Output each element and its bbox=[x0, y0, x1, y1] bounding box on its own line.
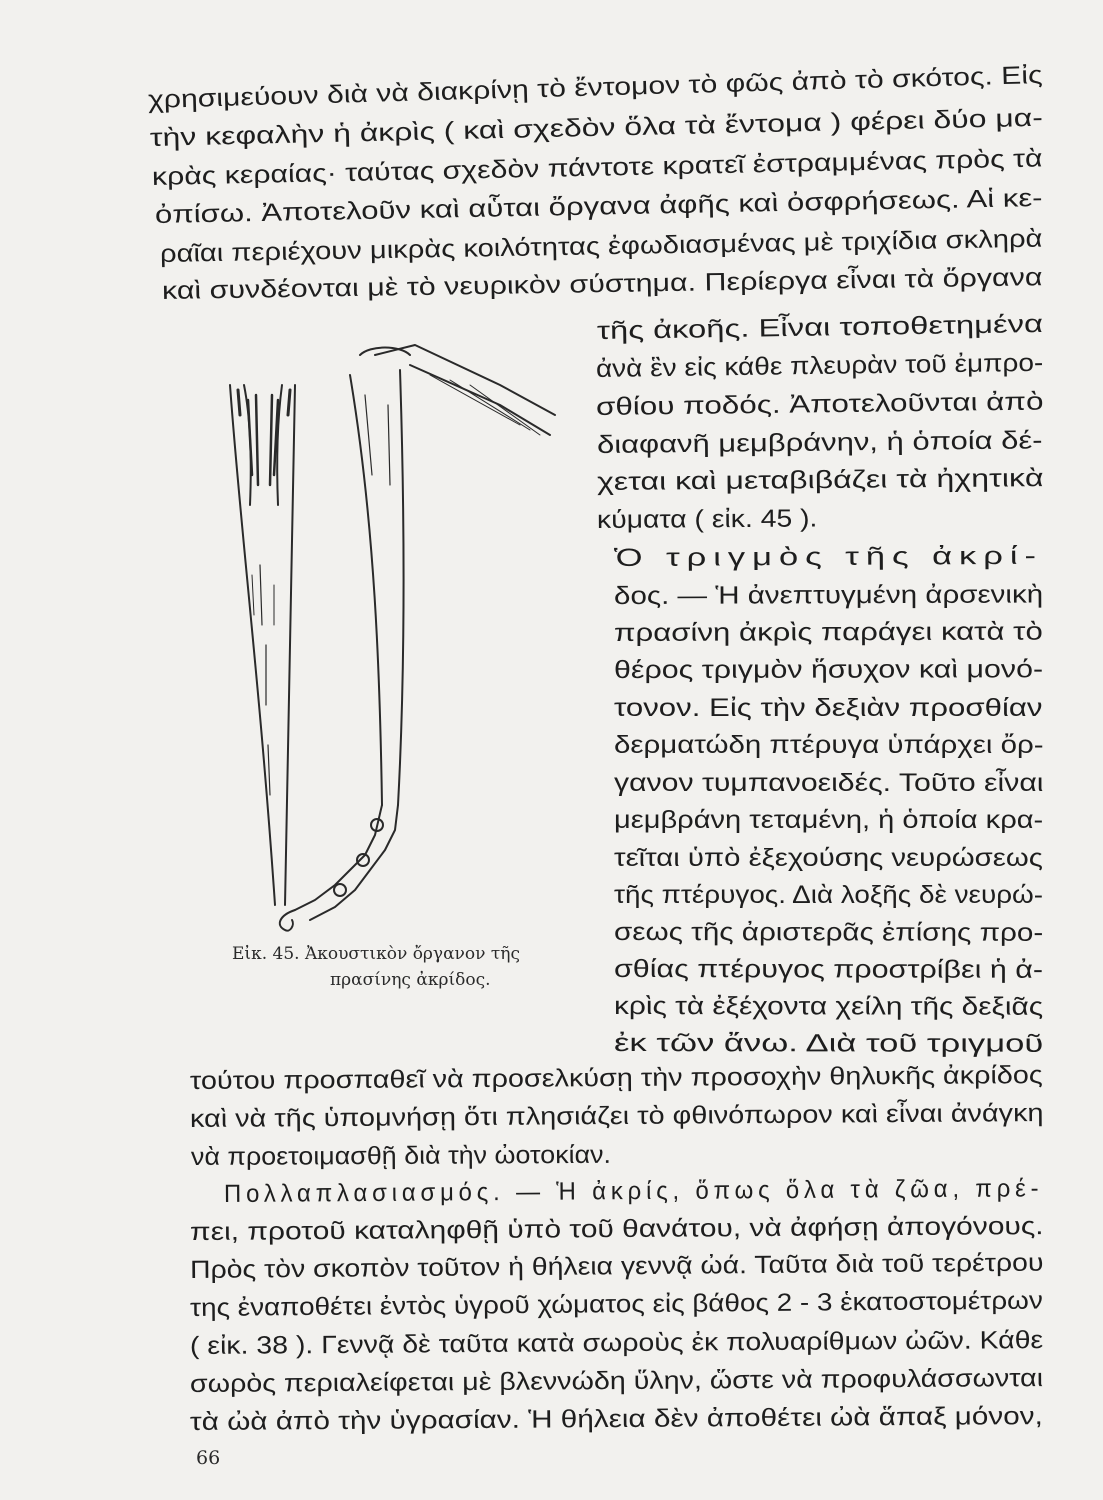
figure-45-illustration bbox=[200, 325, 560, 945]
text-line: τὰ ὠὰ ἀπὸ τὴν ὑγρασίαν. Ἡ θήλεια δὲν ἀποθέτει ὠὰ ἅπαξ μόνον, bbox=[189, 1402, 1043, 1436]
text-line: ραῖαι περιέχουν μικρὰς κοιλότητας ἐφωδιασμένας μὲ τριχίδια σκληρὰ bbox=[159, 224, 1043, 268]
text-line: δερματώδη πτέρυγα ὑπάρχει ὄρ- bbox=[614, 731, 1044, 759]
text-line: της ἐναποθέτει ἐντὸς ὑγροῦ χώματος εἰς βάθος 2 - 3 ἑκατοστομέτρων bbox=[189, 1286, 1043, 1322]
text-line: τὴν κεφαλὴν ἡ ἀκρὶς ( καὶ σχεδὸν ὅλα τὰ ἔντομα ) φέρει δύο μα- bbox=[149, 103, 1044, 152]
text-line: ἀνὰ ἓν εἰς κάθε πλευρὰν τοῦ ἐμπρο- bbox=[595, 348, 1044, 383]
text-line: ( εἰκ. 38 ). Γεννᾷ δὲ ταῦτα κατὰ σωροὺς ἐκ πολυαρίθμων ὠῶν. Κάθε bbox=[189, 1326, 1044, 1360]
text-line: σθίου ποδός. Ἀποτελοῦνται ἀπὸ bbox=[595, 387, 1044, 421]
text-line: κύματα ( εἰκ. 45 ). bbox=[596, 504, 818, 534]
text-line: κρὶς τὰ ἐξέχοντα χείλη τῆς δεξιᾶς bbox=[613, 992, 1044, 1021]
text-line: κρὰς κεραίας· ταύτας σχεδὸν πάντοτε κρατεῖ ἐστραμμένας πρὸς τὰ bbox=[151, 144, 1043, 191]
text-line: γανον τυμπανοειδές. Τοῦτο εἶναι bbox=[614, 769, 1044, 797]
text-line: σεως τῆς ἀριστερᾶς ἐπίσης προ- bbox=[613, 918, 1044, 947]
text-line: Πολλαπλασιασμός. — Ἡ ἀκρίς, ὅπως ὅλα τὰ ζῶα, πρέ- bbox=[223, 1174, 1044, 1208]
text-line: ἐκ τῶν ἄνω. Διὰ τοῦ τριγμοῦ bbox=[613, 1029, 1044, 1058]
figure-caption-line1: Εἰκ. 45. Ἀκουστικὸν ὄργανον τῆς bbox=[232, 944, 520, 964]
text-line: Πρὸς τὸν σκοπὸν τοῦτον ἡ θήλεια γεννᾷ ὠά. Ταῦτα διὰ τοῦ τερέτρου bbox=[189, 1248, 1044, 1284]
text-line: χεται καὶ μεταβιβάζει τὰ ἠχητικὰ bbox=[596, 464, 1044, 496]
text-line: νὰ προετοιμασθῇ διὰ τὴν ὠοτοκίαν. bbox=[190, 1140, 612, 1171]
text-line: τῆς ἀκοῆς. Εἶναι τοποθετημένα bbox=[596, 309, 1044, 345]
leg-full-drawing bbox=[280, 345, 555, 931]
text-line: δος. — Ἡ ἀνεπτυγμένη ἀρσενικὴ bbox=[613, 580, 1044, 610]
leg-closeup-drawing bbox=[230, 385, 295, 905]
text-line: καὶ νὰ τῆς ὑπομνήσῃ ὅτι πλησιάζει τὸ φθινόπωρον καὶ εἶναι ἀνάγκη bbox=[189, 1099, 1044, 1133]
text-line: σθίας πτέρυγος προστρίβει ἡ ἀ- bbox=[613, 955, 1044, 984]
text-line: πει, προτοῦ καταληφθῇ ὑπὸ τοῦ θανάτου, νὰ ἀφήσῃ ἀπογόνους. bbox=[189, 1212, 1044, 1246]
text-line: τεῖται ὑπὸ ἐξεχούσης νευρώσεως bbox=[614, 844, 1043, 872]
text-line: χρησιμεύουν διὰ νὰ διακρίνῃ τὸ ἔντομον τὸ φῶς ἀπὸ τὸ σκότος. Εἰς bbox=[147, 61, 1043, 114]
text-line: θέρος τριγμὸν ἥσυχον καὶ μονό- bbox=[613, 655, 1044, 684]
text-line: τῆς πτέρυγος. Διὰ λοξῆς δὲ νευρώ- bbox=[614, 881, 1044, 909]
text-line: σωρὸς περιαλείφεται μὲ βλεννώδη ὕλην, ὥστε νὰ προφυλάσσωνται bbox=[189, 1364, 1044, 1398]
text-line: καὶ συνδέονται μὲ τὸ νευρικὸν σύστημα. Περίεργα εἶναι τὰ ὄργανα bbox=[161, 263, 1043, 305]
text-line: μεμβράνη τεταμένη, ἡ ὁποία κρα- bbox=[614, 806, 1044, 834]
text-line: τούτου προσπαθεῖ νὰ προσελκύσῃ τὴν προσοχὴν θηλυκῆς ἀκρίδος bbox=[189, 1061, 1043, 1095]
text-line: ὀπίσω. Ἀποτελοῦν καὶ αὗται ὄργανα ἀφῆς καὶ ὀσφρήσεως. Αἱ κε- bbox=[154, 183, 1043, 229]
text-line: τονον. Εἰς τὴν δεξιὰν προσθίαν bbox=[614, 694, 1043, 722]
text-line: πρασίνη ἀκρὶς παράγει κατὰ τὸ bbox=[613, 617, 1043, 647]
figure-caption-line2: πρασίνης ἀκρίδος. bbox=[330, 970, 491, 990]
page-number: 66 bbox=[196, 1447, 221, 1469]
text-line: διαφανῆ μεμβράνην, ἡ ὁποία δέ- bbox=[596, 426, 1043, 459]
text-line: Ὁ τριγμὸς τῆς ἀκρί- bbox=[613, 541, 1043, 572]
